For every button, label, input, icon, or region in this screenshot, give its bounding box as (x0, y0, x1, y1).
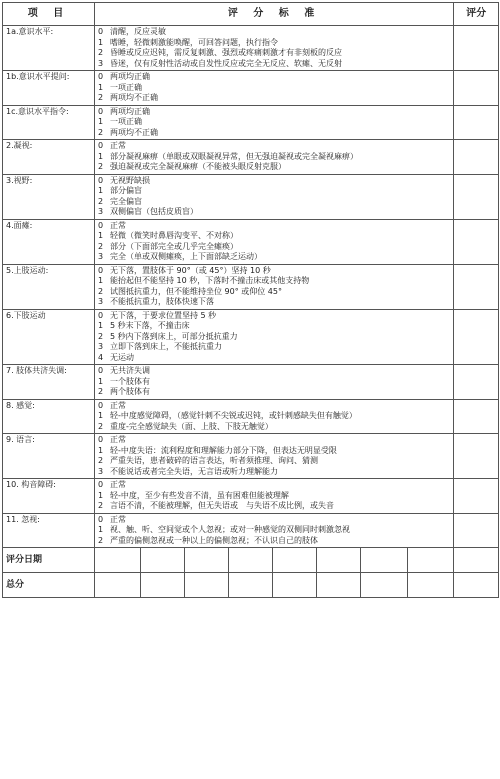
level-description: 立即下落到床上，不能抵抗重力 (110, 342, 222, 351)
level-score: 0 (98, 106, 104, 116)
criteria-line (98, 480, 450, 491)
item-label: 2.凝视: (3, 140, 95, 175)
table-row (3, 479, 499, 514)
criteria-line (98, 72, 450, 83)
level-score: 0 (98, 435, 104, 444)
level-description: 部分凝视麻痹（单眼或双眼凝视异常，但无强迫凝视或完全凝视麻痹） (110, 151, 358, 161)
criteria-line (98, 446, 450, 457)
level-score: 3 (98, 466, 104, 476)
level-score: 0 (98, 175, 104, 185)
nihss-score-table (2, 2, 499, 598)
level-description: 轻-中度失语：流利程度和理解能力部分下降，但表达无明显受限 (110, 445, 337, 455)
criteria-line (98, 252, 450, 263)
criteria-line (98, 27, 450, 38)
level-score: 1 (98, 376, 104, 386)
level-description: 不能抵抗重力，肢体快速下落 (110, 297, 214, 306)
criteria-line (98, 128, 450, 139)
table-row (3, 513, 499, 548)
level-description: 正常 (110, 220, 126, 230)
criteria-line (98, 377, 450, 388)
criteria-line (98, 411, 450, 422)
total-cell[interactable] (408, 573, 454, 598)
level-description: 两项均正确 (110, 106, 150, 116)
criteria-line (98, 231, 450, 242)
level-score: 1 (98, 231, 104, 240)
item-label: 1c.意识水平指令: (3, 105, 95, 140)
level-score: 0 (98, 72, 104, 81)
criteria-line (98, 422, 450, 433)
level-score: 1 (98, 525, 104, 534)
criteria-line (98, 536, 450, 547)
criteria-cell (95, 140, 454, 175)
score-cell[interactable] (454, 434, 499, 479)
level-score: 2 (98, 286, 104, 296)
table-row (3, 219, 499, 264)
criteria-line (98, 117, 450, 128)
level-description: 无下落，置肢体于 90°（或 45°）坚持 10 秒 (110, 265, 271, 275)
level-description: 昏迷，仅有反射性活动或自发性反应或完全无反应、软瘫、无反射 (110, 58, 342, 68)
criteria-line (98, 467, 450, 478)
score-cell[interactable] (454, 264, 499, 309)
table-row (3, 174, 499, 219)
criteria-line (98, 162, 450, 173)
criteria-cell (95, 399, 454, 434)
level-description: 5 秒内下落到床上，可部分抵抗重力 (110, 331, 238, 341)
score-cell[interactable] (454, 479, 499, 514)
date-cell[interactable] (273, 548, 317, 573)
level-score: 2 (98, 456, 104, 465)
table-row (3, 140, 499, 175)
criteria-line (98, 207, 450, 218)
level-score: 0 (98, 141, 104, 150)
criteria-line (98, 186, 450, 197)
criteria-line (98, 297, 450, 308)
level-score: 2 (98, 387, 104, 396)
level-score: 0 (98, 220, 104, 230)
item-label: 6.下肢运动 (3, 309, 95, 365)
criteria-line (98, 176, 450, 187)
item-label: 4.面瘫: (3, 219, 95, 264)
criteria-line (98, 221, 450, 232)
header-item: 项 目 (3, 3, 95, 26)
date-cell[interactable] (408, 548, 454, 573)
table-row (3, 26, 499, 71)
level-description: 严重的偏侧忽视或一种以上的偏侧忽视；不认识自己的肢体 (110, 535, 318, 545)
date-cell[interactable] (229, 548, 273, 573)
level-score: 0 (98, 514, 104, 524)
criteria-line (98, 266, 450, 277)
level-description: 两项均不正确 (110, 127, 158, 137)
level-description: 无视野缺损 (110, 175, 150, 185)
criteria-cell (95, 479, 454, 514)
item-label: 11. 忽视: (3, 513, 95, 548)
score-cell[interactable] (454, 219, 499, 264)
item-label: 8. 感觉: (3, 399, 95, 434)
score-cell[interactable] (454, 140, 499, 175)
criteria-line (98, 456, 450, 467)
criteria-cell (95, 365, 454, 400)
total-cell[interactable] (185, 573, 229, 598)
total-label: 总分 (3, 573, 95, 598)
score-cell[interactable] (454, 105, 499, 140)
criteria-line (98, 48, 450, 59)
criteria-line (98, 242, 450, 253)
level-score: 3 (98, 252, 104, 261)
criteria-line (98, 311, 450, 322)
criteria-line (98, 287, 450, 298)
level-description: 一项正确 (110, 117, 142, 126)
level-description: 试图抵抗重力，但不能维持坐位 90° 或仰位 45° (110, 286, 282, 296)
score-date-label: 评分日期 (3, 548, 95, 573)
level-score: 1 (98, 117, 104, 126)
level-description: 言语不清，不能被理解，但无失语或 与失语不成比例，或失音 (110, 501, 334, 510)
level-description: 昏睡或反应迟钝，需反复刺激、强烈或疼痛刺激才有非刻板的反应 (110, 48, 342, 57)
criteria-line (98, 387, 450, 398)
header-row (3, 3, 499, 26)
criteria-line (98, 491, 450, 502)
level-score: 0 (98, 400, 104, 410)
criteria-line (98, 83, 450, 94)
criteria-line (98, 141, 450, 152)
score-cell[interactable] (454, 365, 499, 400)
table-row (3, 105, 499, 140)
level-score: 1 (98, 321, 104, 330)
total-cell[interactable] (141, 573, 185, 598)
level-score: 1 (98, 151, 104, 161)
table-row (3, 399, 499, 434)
item-label: 3.视野: (3, 174, 95, 219)
level-score: 1 (98, 411, 104, 420)
criteria-line (98, 332, 450, 343)
criteria-cell (95, 264, 454, 309)
level-description: 不能说话或者完全失语，无言语或听力理解能力 (110, 466, 278, 476)
item-label: 5.上肢运动: (3, 264, 95, 309)
level-description: 嗜睡，轻微刺激能唤醒，可回答问题，执行指令 (110, 37, 278, 47)
criteria-line (98, 435, 450, 446)
criteria-cell (95, 219, 454, 264)
level-description: 完全（单或双侧瘫痪，上下面部缺乏运动） (110, 252, 262, 261)
total-cell[interactable] (361, 573, 408, 598)
item-label: 10. 构音障碍: (3, 479, 95, 514)
level-description: 两项均正确 (110, 72, 150, 81)
item-label: 1a.意识水平: (3, 26, 95, 71)
criteria-line (98, 515, 450, 526)
score-cell[interactable] (454, 513, 499, 548)
item-label: 7. 肢体共济失调: (3, 365, 95, 400)
item-label: 1b.意识水平提问: (3, 71, 95, 106)
table-row (3, 434, 499, 479)
date-cell[interactable] (185, 548, 229, 573)
level-description: 正常 (110, 435, 126, 444)
level-description: 能抬起但不能坚持 10 秒，下落时不撞击床或其他支持物 (110, 276, 310, 285)
date-cell[interactable] (454, 548, 499, 573)
level-score: 3 (98, 58, 104, 68)
criteria-line (98, 107, 450, 118)
total-cell[interactable] (317, 573, 361, 598)
level-description: 一个肢体有 (110, 376, 150, 386)
level-description: 轻微（微笑时鼻唇沟变平、不对称） (110, 231, 238, 240)
criteria-line (98, 152, 450, 163)
score-cell[interactable] (454, 309, 499, 365)
level-description: 清醒，反应灵敏 (110, 27, 166, 36)
table-row (3, 309, 499, 365)
criteria-line (98, 401, 450, 412)
level-score: 0 (98, 265, 104, 275)
criteria-cell (95, 309, 454, 365)
date-cell[interactable] (361, 548, 408, 573)
level-description: 正常 (110, 480, 126, 489)
level-score: 2 (98, 48, 104, 57)
level-score: 2 (98, 241, 104, 251)
score-cell[interactable] (454, 399, 499, 434)
level-score: 2 (98, 93, 104, 102)
level-description: 两个肢体有 (110, 387, 150, 396)
score-date-row (3, 548, 499, 573)
date-cell[interactable] (317, 548, 361, 573)
level-description: 轻-中度感觉障碍，（感觉针刺不尖锐或迟钝，或针刺感缺失但有触觉） (110, 411, 357, 420)
criteria-line (98, 93, 450, 104)
level-score: 1 (98, 37, 104, 47)
criteria-cell (95, 434, 454, 479)
criteria-cell (95, 513, 454, 548)
criteria-line (98, 366, 450, 377)
total-cell[interactable] (273, 573, 317, 598)
total-row (3, 573, 499, 598)
level-description: 正常 (110, 141, 126, 150)
level-score: 3 (98, 342, 104, 351)
criteria-line (98, 38, 450, 49)
date-cell[interactable] (95, 548, 141, 573)
level-description: 正常 (110, 514, 126, 524)
table-row (3, 71, 499, 106)
criteria-line (98, 525, 450, 536)
level-description: 双侧偏盲（包括皮质盲） (110, 207, 198, 216)
criteria-line (98, 342, 450, 353)
total-cell[interactable] (454, 573, 499, 598)
criteria-line (98, 276, 450, 287)
score-cell[interactable] (454, 71, 499, 106)
level-description: 无运动 (110, 352, 134, 362)
level-description: 完全偏盲 (110, 196, 142, 206)
level-score: 3 (98, 297, 104, 306)
criteria-line (98, 501, 450, 512)
level-description: 正常 (110, 400, 126, 410)
header-score: 评分 (454, 3, 499, 26)
level-description: 无共济失调 (110, 366, 150, 375)
level-description: 轻-中度，至少有些发音不清，虽有困难但能被理解 (110, 490, 289, 500)
level-score: 1 (98, 186, 104, 195)
total-cell[interactable] (229, 573, 273, 598)
criteria-cell (95, 71, 454, 106)
level-description: 视、触、听、空间觉或个人忽视；或对一种感觉的双侧同时刺激忽视 (110, 525, 350, 534)
level-score: 0 (98, 27, 104, 36)
criteria-line (98, 321, 450, 332)
item-label: 9. 语言: (3, 434, 95, 479)
level-description: 无下落，于要求位置坚持 5 秒 (110, 310, 217, 320)
criteria-line (98, 59, 450, 70)
level-score: 0 (98, 310, 104, 320)
level-score: 2 (98, 501, 104, 510)
criteria-cell (95, 105, 454, 140)
level-score: 4 (98, 352, 104, 362)
criteria-line (98, 197, 450, 208)
level-description: 部分（下面部完全或几乎完全瘫痪） (110, 241, 238, 251)
criteria-line (98, 353, 450, 364)
score-cell[interactable] (454, 174, 499, 219)
level-score: 2 (98, 535, 104, 545)
table-row (3, 365, 499, 400)
level-score: 2 (98, 421, 104, 431)
date-cell[interactable] (141, 548, 185, 573)
level-description: 重度-完全感觉缺失（面、上肢、下肢无触觉） (110, 421, 273, 431)
criteria-cell (95, 26, 454, 71)
level-score: 2 (98, 196, 104, 206)
header-standard: 评 分 标 准 (95, 3, 454, 26)
criteria-cell (95, 174, 454, 219)
table-row (3, 264, 499, 309)
level-score: 1 (98, 276, 104, 285)
level-score: 1 (98, 445, 104, 455)
level-score: 1 (98, 490, 104, 500)
level-score: 2 (98, 162, 104, 171)
level-score: 3 (98, 207, 104, 216)
level-score: 2 (98, 127, 104, 137)
level-description: 5 秒末下落，不撞击床 (110, 321, 190, 330)
level-description: 一项正确 (110, 82, 142, 92)
total-cell[interactable] (95, 573, 141, 598)
level-description: 严重失语，患者破碎的语言表达，听者须推理、询问、猜测 (110, 456, 318, 465)
level-description: 部分偏盲 (110, 186, 142, 195)
level-description: 两项均不正确 (110, 93, 158, 102)
level-score: 0 (98, 366, 104, 375)
level-score: 1 (98, 82, 104, 92)
level-score: 0 (98, 480, 104, 489)
level-description: 强迫凝视或完全凝视麻痹（不能被头眼反射克服） (110, 162, 286, 171)
level-score: 2 (98, 331, 104, 341)
score-cell[interactable] (454, 26, 499, 71)
